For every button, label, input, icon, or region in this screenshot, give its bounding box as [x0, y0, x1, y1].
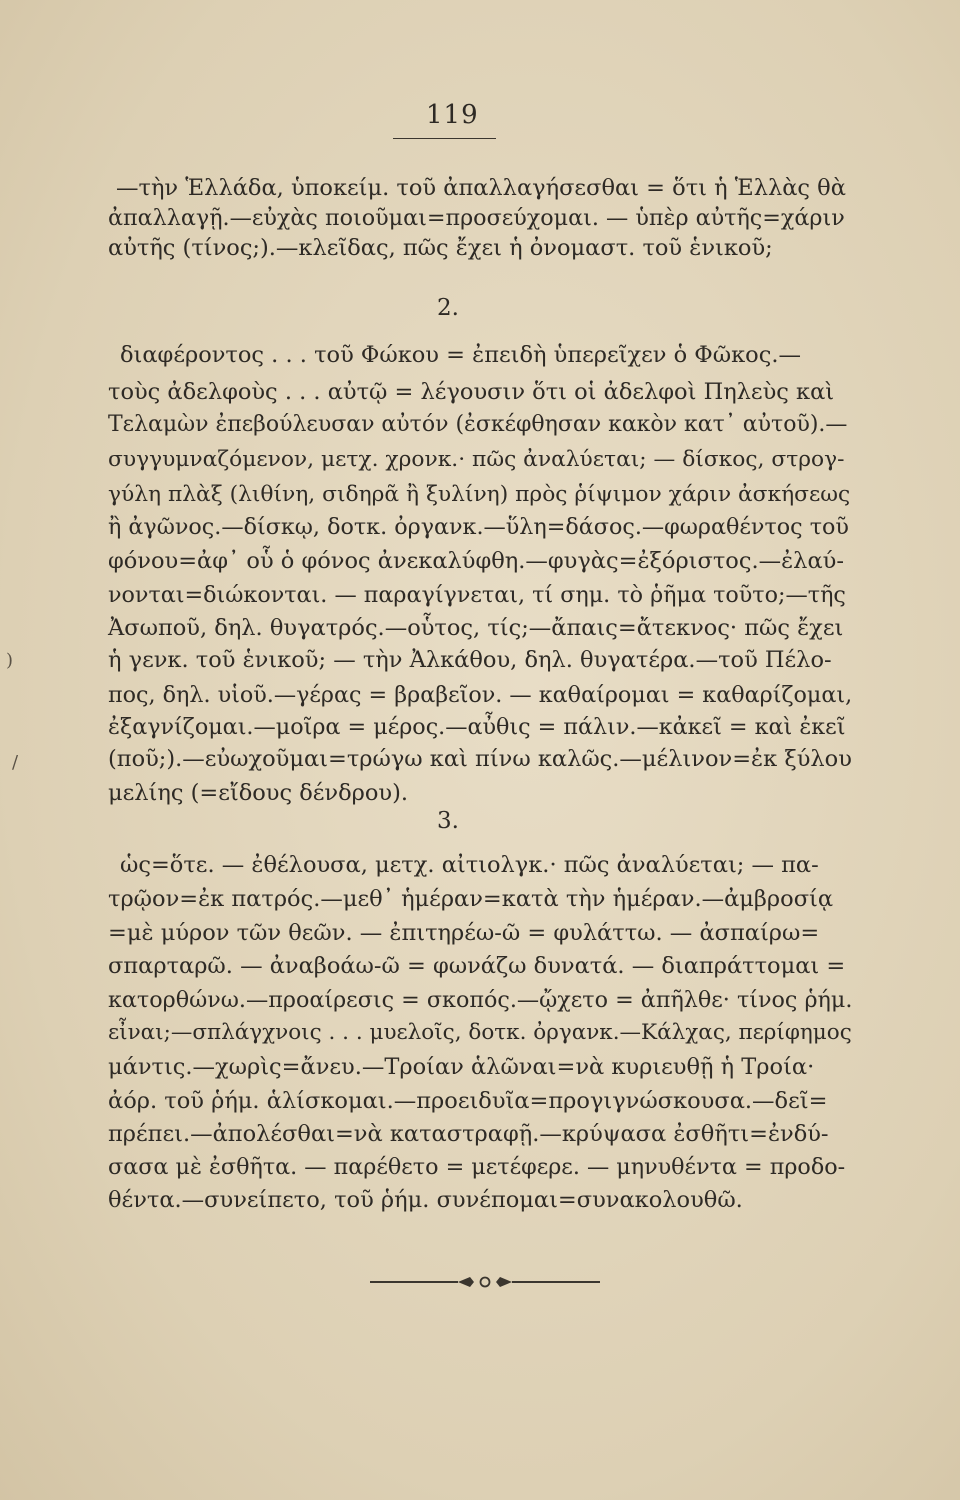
text-line: νονται=διώκονται. — παραγίγνεται, τί σημ. τὸ ῥῆμα τοῦτο;—τῆς	[108, 582, 846, 608]
section-number: 3.	[437, 808, 459, 834]
text-line: γύλη πλὰξ (λιθίνη, σιδηρᾶ ἢ ξυλίνη) πρὸς ῥίψιμον χάριν ἀσκήσεως	[108, 482, 851, 507]
text-line: Τελαμὼν ἐπεβούλευσαν αὐτόν (ἐσκέφθησαν κακὸν κατ᾽ αὐτοῦ).—	[108, 412, 848, 437]
text-line: εἶναι;—σπλάγχνοις . . . μυελοῖς, δοτκ. ὀργανκ.—Κάλχας, περίφημος	[108, 1020, 852, 1045]
margin-mark: /	[12, 752, 19, 773]
text-line: αὐτῆς (τίνος;).—κλεῖδας, πῶς ἔχει ἡ ὀνομαστ. τοῦ ἑνικοῦ;	[108, 235, 773, 261]
text-line: Ἀσωποῦ, δηλ. θυγατρός.—οὗτος, τίς;—ἄπαις=ἄτεκνος· πῶς ἔχει	[108, 615, 844, 641]
text-line: =μὲ μύρον τῶν θεῶν. — ἐπιτηρέω-ῶ = φυλάττω. — ἀσπαίρω=	[108, 920, 820, 946]
text-line: σασα μὲ ἐσθῆτα. — παρέθετο = μετέφερε. — μηνυθέντα = προδο-	[108, 1154, 846, 1180]
text-line: ἐξαγνίζομαι.—μοῖρα = μέρος.—αὖθις = πάλιν.—κἀκεῖ = καὶ ἐκεῖ	[108, 714, 846, 740]
section-number: 2.	[437, 295, 459, 321]
text-line: τοὺς ἀδελφοὺς . . . αὐτῷ = λέγουσιν ὅτι οἱ ἀδελφοὶ Πηλεὺς καὶ	[108, 379, 835, 405]
text-line: φόνου=ἀφ᾽ οὗ ὁ φόνος ἀνεκαλύφθη.—φυγὰς=ἐξόριστος.—ἐλαύ-	[108, 548, 844, 574]
text-line: πρέπει.—ἀπολέσθαι=νὰ καταστραφῇ.—κρύψασα ἐσθῆτι=ἐνδύ-	[108, 1121, 829, 1147]
page-number: 119	[426, 100, 479, 130]
ornament-divider-icon	[370, 1272, 600, 1292]
text-line: συγγυμναζόμενον, μετχ. χρονκ.· πῶς ἀναλύεται; — δίσκος, στρογ-	[108, 447, 845, 472]
text-line: ἀόρ. τοῦ ῥήμ. ἁλίσκομαι.—προειδυῖα=προγιγνώσκουσα.—δεῖ=	[108, 1088, 828, 1114]
text-line: διαφέροντος . . . τοῦ Φώκου = ἐπειδὴ ὑπερεῖχεν ὁ Φῶκος.—	[120, 342, 801, 368]
text-line: κατορθώνω.—προαίρεσις = σκοπός.—ᾤχετο = ἀπῆλθε· τίνος ῥήμ.	[108, 987, 853, 1013]
text-line: ἡ γενκ. τοῦ ἑνικοῦ; — τὴν Ἀλκάθου, δηλ. θυγατέρα.—τοῦ Πέλο-	[108, 647, 832, 673]
text-line: σπαρταρῶ. — ἀναβοάω-ῶ = φωνάζω δυνατά. — διαπράττομαι =	[108, 953, 846, 979]
text-line: μάντις.—χωρὶς=ἄνευ.—Τροίαν ἁλῶναι=νὰ κυριευθῇ ἡ Τροία·	[108, 1054, 815, 1080]
text-line: τρῷον=ἐκ πατρός.—μεθ᾽ ἡμέραν=κατὰ τὴν ἡμέραν.—ἀμβροσίᾳ	[108, 886, 834, 912]
text-line: (ποῦ;).—εὐωχοῦμαι=τρώγω καὶ πίνω καλῶς.—μέλινον=ἐκ ξύλου	[108, 746, 852, 772]
text-line: ἀπαλλαγῇ.—εὐχὰς ποιοῦμαι=προσεύχομαι. — ὑπὲρ αὐτῆς=χάριν	[108, 205, 845, 231]
text-line: μελίης (=εἴδους δένδρου).	[108, 780, 409, 806]
text-line: ἢ ἀγῶνος.—δίσκῳ, δοτκ. ὀργανκ.—ὕλη=δάσος.—φωραθέντος τοῦ	[108, 514, 849, 540]
margin-mark: )	[6, 650, 14, 671]
text-line: θέντα.—συνείπετο, τοῦ ῥήμ. συνέπομαι=συνακολουθῶ.	[108, 1187, 743, 1213]
text-line: —τὴν Ἑλλάδα, ὑποκείμ. τοῦ ἀπαλλαγήσεσθαι = ὅτι ἡ Ἑλλὰς θὰ	[116, 175, 846, 201]
text-line: ὡς=ὅτε. — ἐθέλουσα, μετχ. αἰτιολγκ.· πῶς ἀναλύεται; — πα-	[120, 852, 819, 878]
text-line: πος, δηλ. υἱοῦ.—γέρας = βραβεῖον. — καθαίρομαι = καθαρίζομαι,	[108, 682, 853, 708]
page-number-rule	[393, 138, 496, 139]
